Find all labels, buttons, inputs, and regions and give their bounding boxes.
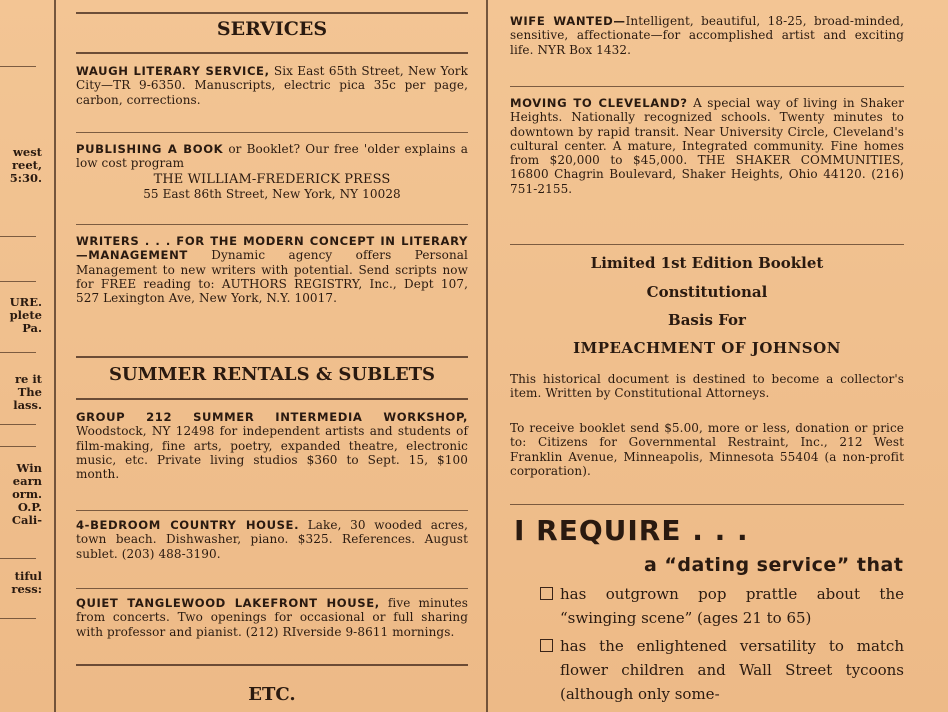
ad-body: five minutes from concerts. Two openings for occasional or full sharing with professor and pianist. (212) RIverside 9-8611 mornings. — [76, 596, 468, 639]
etc-heading: ETC. — [248, 684, 296, 705]
fragment-rule — [0, 236, 36, 237]
fragment-text: plete — [9, 309, 42, 322]
fragment-text: Pa. — [22, 322, 42, 335]
column-rule-left — [54, 0, 56, 712]
checkbox-icon — [540, 587, 553, 600]
fragment-rule — [0, 446, 36, 447]
ad-body: Dynamic agency offers Personal Management to new writers with potential. Send scripts now for FREE reading to: AUTHORS REGISTRY, Inc., Dept 107, 527 Lexington Ave, New York, N.Y. 10017. — [76, 248, 468, 306]
booklet-paragraph-2 — [510, 421, 904, 478]
ad-lead: WAUGH LITERARY SERVICE, — [76, 64, 270, 78]
fragment-block-low — [0, 462, 42, 527]
ad-lead: 4-BEDROOM COUNTRY HOUSE. — [76, 518, 300, 532]
fragment-block-mid2 — [0, 373, 42, 412]
fragment-text: re it — [14, 373, 42, 386]
ad-waugh-literary-service — [76, 64, 468, 107]
ad-divider — [510, 504, 904, 505]
ad-lead: PUBLISHING A BOOK — [76, 142, 224, 156]
fragment-rule — [0, 66, 36, 67]
ad-lead: QUIET TANGLEWOOD LAKEFRONT HOUSE, — [76, 596, 380, 610]
fragment-block-top — [0, 146, 42, 185]
checklist-text: has the enlightened versatility to match flower children and Wall Street tycoons (although only some- — [560, 637, 904, 703]
summer-bottom-rule — [76, 398, 468, 400]
ad-divider — [76, 224, 468, 225]
fragment-text: URE. — [9, 296, 42, 309]
ad-4-bedroom-house — [76, 518, 468, 561]
ad-divider — [510, 244, 904, 245]
fragment-block-bottom — [0, 570, 42, 596]
services-top-rule — [76, 12, 468, 14]
fragment-rule — [0, 558, 36, 559]
checkbox-icon — [540, 639, 553, 652]
ad-lead: GROUP 212 SUMMER INTERMEDIA WORKSHOP, — [76, 410, 468, 424]
fragment-text: earn — [12, 475, 42, 488]
press-name: THE WILLIAM-FREDERICK PRESS — [153, 171, 391, 187]
booklet-paragraph-1 — [510, 372, 904, 401]
booklet-text: To receive booklet send $5.00, more or less, donation or price to: Citizens for Governmental Restraint, Inc., 212 West Franklin Avenue, Minneapolis, Minnesota 55404 (a non-profit corporation). — [510, 421, 904, 478]
fragment-text: Cali- — [11, 514, 42, 527]
ad-publishing-book — [76, 142, 468, 201]
column-rule-middle — [486, 0, 488, 712]
booklet-line4: IMPEACHMENT OF JOHNSON — [573, 339, 841, 357]
fragment-text: lass. — [13, 399, 42, 412]
checklist-text: has outgrown pop prattle about the “swinging scene” (ages 21 to 65) — [560, 585, 904, 627]
fragment-text: The — [17, 386, 42, 399]
summer-top-rule — [76, 356, 468, 358]
checklist-item — [560, 582, 904, 630]
ad-group-212-workshop — [76, 410, 468, 481]
ad-body: Lake, 30 wooded acres, town beach. Dishwasher, piano. $325. References. August sublet. (203) 488-3190. — [76, 518, 468, 561]
i-require-heading: I REQUIRE . . . — [514, 514, 749, 547]
ad-moving-to-cleveland — [510, 96, 904, 196]
press-address: 55 East 86th Street, New York, NY 10028 — [143, 186, 401, 201]
booklet-line1: Limited 1st Edition Booklet — [590, 254, 824, 272]
booklet-text: This historical document is destined to become a collector's item. Written by Constitutional Attorneys. — [510, 372, 904, 401]
ad-lead: MOVING TO CLEVELAND? — [510, 96, 688, 110]
services-heading: SERVICES — [216, 18, 328, 40]
fragment-text: ress: — [11, 583, 42, 596]
fragment-text: orm. — [12, 488, 42, 501]
dating-service-line: a “dating service” that — [644, 554, 904, 576]
ad-wife-wanted — [510, 14, 904, 57]
fragment-text: reet, — [11, 159, 42, 172]
ad-lead: WRITERS . . . FOR THE MODERN CONCEPT IN LITERARY—MANAGEMENT — [76, 234, 468, 263]
ad-divider — [510, 86, 904, 87]
fragment-text: west — [12, 146, 42, 159]
summer-rentals-heading: SUMMER RENTALS & SUBLETS — [108, 364, 436, 385]
fragment-rule — [0, 424, 36, 425]
booklet-line3: Basis For — [668, 311, 746, 329]
fragment-text: O.P. — [17, 501, 42, 514]
ad-divider — [76, 132, 468, 133]
fragment-block-mid — [0, 296, 42, 335]
ad-lead: WIFE WANTED— — [510, 14, 626, 28]
checklist-item — [560, 634, 904, 706]
services-bottom-rule — [76, 52, 468, 54]
fragment-rule — [0, 352, 36, 353]
ad-body: Woodstock, NY 12498 for independent artists and students of film-making, fine arts, poetry, expanded theatre, electronic music, etc. Private living studios $360 to Sept. 15, $100 month. — [76, 424, 468, 482]
ad-body: A special way of living in Shaker Heights. Nationally recognized schools. Twenty minutes to downtown by rapid transit. Near University Circle, Cleveland's cultural center. A mature, Integrated community. Fine homes from $20,000 to $45,000. THE SHAKER COMMUNITIES, 16800 Chagrin Boulevard, Shaker Heights, Ohio 44120. (216) 751-2155. — [510, 96, 904, 196]
ad-body: or Booklet? Our free 'older explains a low cost program — [76, 142, 468, 171]
fragment-text: tiful — [14, 570, 42, 583]
ad-tanglewood-house — [76, 596, 468, 639]
booklet-line2: Constitutional — [646, 283, 768, 301]
fragment-rule — [0, 281, 36, 282]
fragment-text: Win — [16, 462, 42, 475]
fragment-rule — [0, 618, 36, 619]
ad-body: Six East 65th Street, New York City—TR 9-6350. Manuscripts, electric pica 35c per page, carbon, corrections. — [76, 64, 468, 107]
ad-writers-management — [76, 234, 468, 305]
ad-divider — [76, 588, 468, 589]
ad-divider — [76, 510, 468, 511]
etc-top-rule — [76, 664, 468, 666]
ad-body: Intelligent, beautiful, 18-25, broad-minded, sensitive, affectionate—for accomplished artist and exciting life. NYR Box 1432. — [510, 14, 904, 57]
fragment-text: 5:30. — [9, 172, 42, 185]
